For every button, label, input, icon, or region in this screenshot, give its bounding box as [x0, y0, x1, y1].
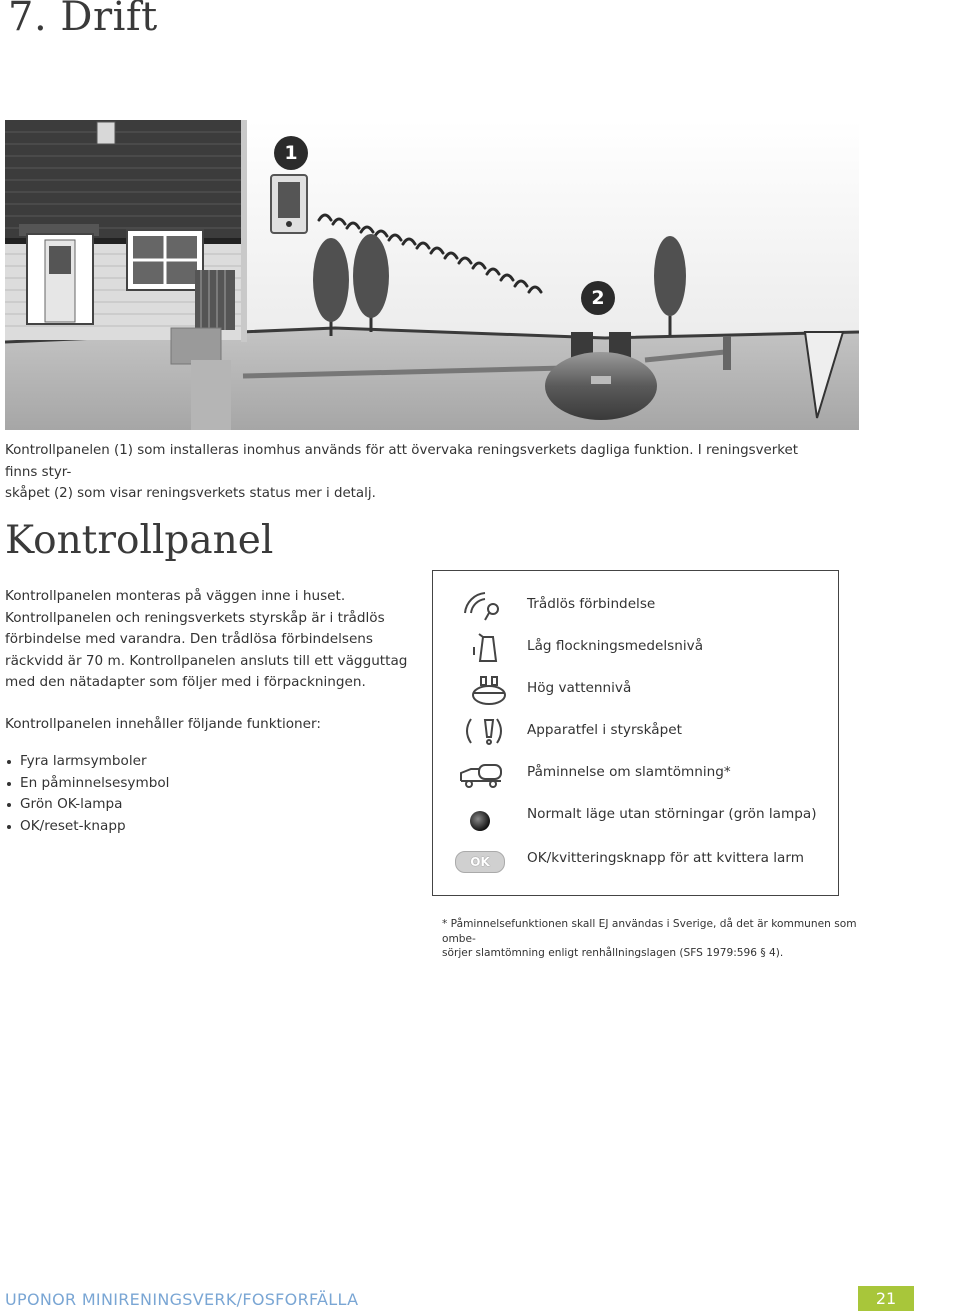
footnote-line-1: * Påminnelsefunktionen skall EJ användas i Sverige, då det är kommunen som ombe- [442, 918, 857, 945]
legend-row-ok-button [433, 841, 838, 877]
section-title: Kontrollpanel [5, 518, 274, 563]
tank-level-icon [449, 671, 509, 707]
list-item: En påminnelsesymbol [5, 773, 423, 795]
legend-row-sludge-reminder [433, 755, 838, 791]
alert-icon [449, 713, 509, 749]
legend-row-flocculant [433, 629, 838, 665]
list-item: OK/reset-knapp [5, 816, 423, 838]
description-column [5, 586, 423, 837]
legend-label: OK/kvitteringsknapp för att kvittera larm [527, 850, 804, 866]
wireless-icon [449, 587, 509, 623]
footer-brand: UPONOR MINIRENINGSVERK/FOSFORFÄLLA [5, 1290, 359, 1309]
intro-line-2: skåpet (2) som visar reningsverkets status mer i detalj. [5, 486, 376, 501]
legend-row-wireless [433, 587, 838, 623]
list-item: Grön OK-lampa [5, 794, 423, 816]
legend-row-device-fault [433, 713, 838, 749]
footnote-line-2: sörjer slamtömning enligt renhållningslagen (SFS 1979:596 § 4). [442, 947, 784, 959]
intro-line-1: Kontrollpanelen (1) som installeras inomhus används för att övervaka reningsverkets dagliga funktion. I reningsverket finns styr- [5, 443, 799, 480]
marker-1-badge: 1 [274, 136, 308, 170]
green-lamp-icon [449, 797, 509, 833]
legend-row-normal [433, 797, 838, 833]
footnote [442, 917, 862, 961]
list-item: Fyra larmsymboler [5, 751, 423, 773]
page-number: 21 [858, 1286, 914, 1311]
legend-label: Apparatfel i styrskåpet [527, 722, 682, 738]
flocculant-can-icon [449, 629, 509, 665]
legend-row-water-level [433, 671, 838, 707]
legend-label: Normalt läge utan störningar (grön lampa) [527, 806, 817, 822]
page-heading: 7. Drift [8, 0, 158, 40]
ok-button-icon: OK [449, 841, 509, 877]
legend-label: Hög vattennivå [527, 680, 632, 696]
legend-label: Påminnelse om slamtömning* [527, 764, 731, 780]
symbol-legend [432, 570, 839, 896]
legend-label: Låg flockningsmedelsnivå [527, 638, 704, 654]
system-illustration [5, 120, 859, 430]
functions-intro: Kontrollpanelen innehåller följande funktioner: [5, 715, 321, 732]
intro-text [5, 440, 825, 505]
legend-label: Trådlös förbindelse [527, 596, 656, 612]
description-paragraph: Kontrollpanelen monteras på väggen inne i huset. Kontrollpanelen och reningsverkets styrskåp är i trådlös förbindelse med varandra. Den trådlösa förbindelsens räckvidd är 70 m. Kontrollpanelen ansluts till ett vägguttag med den nätadapter som följer med i förpackningen. [5, 588, 408, 690]
feature-list [5, 751, 423, 837]
marker-2-badge: 2 [581, 281, 615, 315]
control-panel-graphic [271, 175, 307, 233]
sludge-truck-icon [449, 755, 509, 791]
